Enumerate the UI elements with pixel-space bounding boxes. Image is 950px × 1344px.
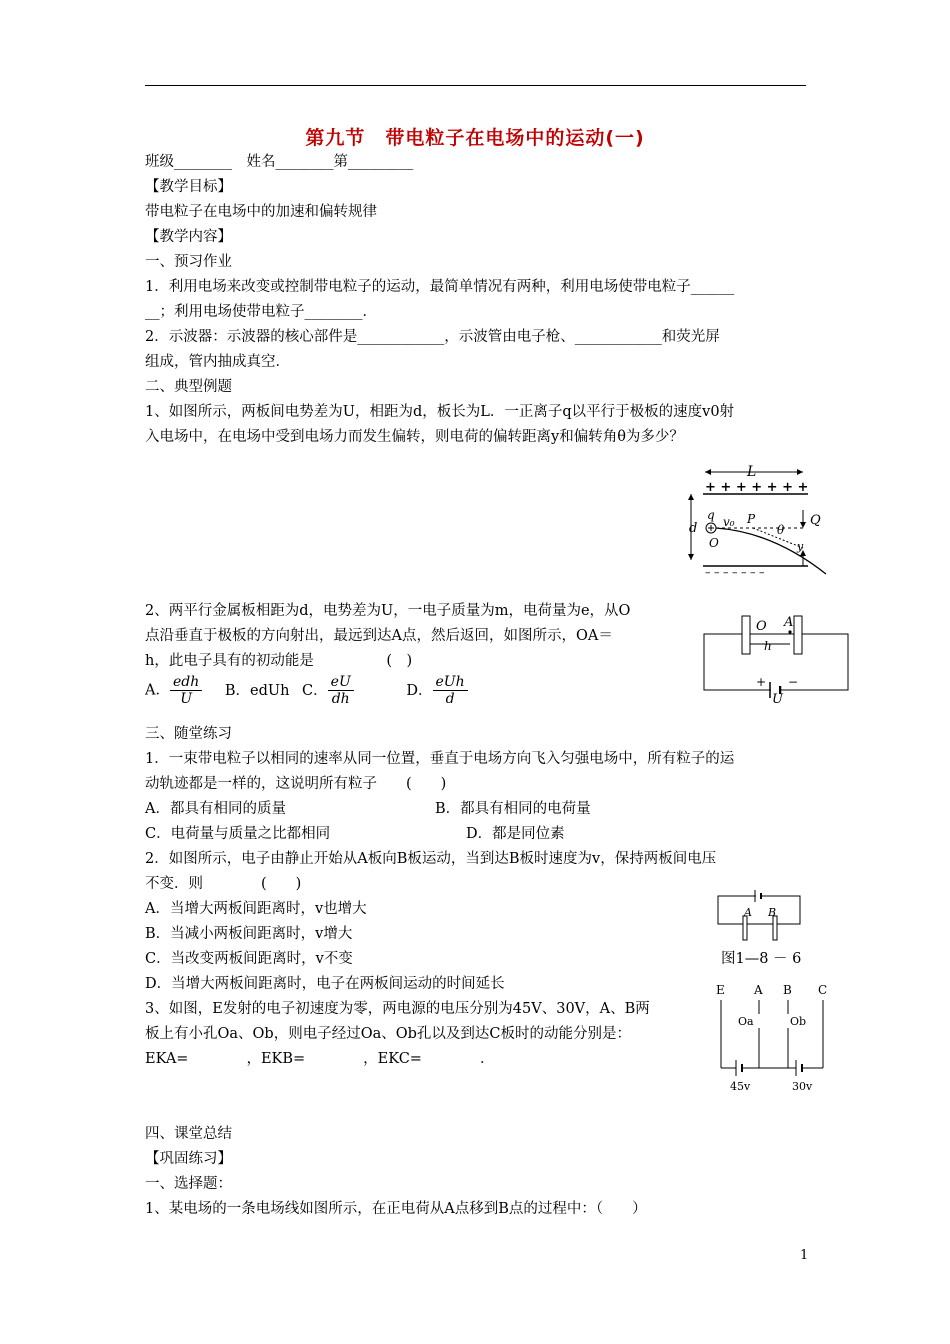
example2-options: [145, 674, 468, 707]
goal-text: 带电粒子在电场中的加速和偏转规律: [145, 204, 377, 220]
circuit-wire: [718, 896, 800, 924]
consolidate-heading: 【巩固练习】: [145, 1151, 232, 1167]
label-L: L: [747, 464, 757, 480]
practice3-line1: 3、如图，E发射的电子初速度为零，两电源的电压分别为45V、30V，A、B两: [145, 1001, 650, 1017]
preview-q1-line2: __；利用电场使带电粒子________．: [145, 304, 377, 320]
plate-A: [743, 916, 747, 940]
examples-heading: 二、典型例题: [145, 379, 232, 395]
practice1-line1: 1．一束带电粒子以相同的速率从同一位置，垂直于电场方向飞入匀强电场中，所有粒子的运: [145, 751, 735, 767]
content-heading: 【教学内容】: [145, 229, 232, 245]
label-E: E: [716, 983, 725, 997]
example2-line1: 2、两平行金属板相距为d，电势差为U，一电子质量为m，电荷量为e，从O: [145, 603, 631, 619]
option-c-label: C．: [302, 682, 328, 699]
label-A: A: [744, 906, 752, 919]
label-A: A: [784, 615, 794, 630]
example2-line2: 点沿垂直于极板的方向射出，最远到达A点，然后返回，如图所示，OA＝: [145, 628, 613, 644]
four-plates-figure: [712, 980, 837, 1095]
label-B: B: [768, 906, 777, 919]
label-v0: v₀: [723, 515, 735, 529]
label-h: h: [764, 639, 772, 653]
label-Ob: Ob: [790, 1015, 807, 1028]
circuit-wire: [704, 634, 848, 690]
practice2-line1: 2．如图所示，电子由静止开始从A板向B板运动，当到达B板时速度为v，保持两板间电压: [145, 851, 717, 867]
option-d-label: D．: [406, 682, 433, 699]
label-theta: θ: [777, 523, 785, 537]
battery-plus: +: [756, 675, 767, 689]
preview-q2-line1: 2．示波器：示波器的核心部件是____________，示波管由电子枪、____________和荧光屏: [145, 329, 720, 345]
option-b: B．edUh: [224, 682, 290, 699]
label-30v: 30v: [792, 1080, 813, 1093]
page-title: 第九节 带电粒子在电场中的运动(一): [305, 127, 645, 149]
label-A: A: [754, 983, 763, 997]
label-P: P: [747, 512, 756, 526]
class-name-line: 班级________ 姓名________第_________: [145, 154, 414, 170]
practice1-line2: 动轨迹都是一样的，这说明所有粒子 ( ): [145, 776, 447, 792]
practice3-line3: EKA= ，EKB= ，EKC= ．: [145, 1051, 495, 1067]
choice1-line: 1、某电场的一条电场线如图所示，在正电荷从A点移到B点的过程中：（ ）: [145, 1201, 647, 1217]
practice2-line2: 不变．则 ( ): [145, 876, 302, 892]
example1-line1: 1、如图所示，两板间电势差为U，相距为d，板长为L．一正离子q以平行于极板的速度v0射: [145, 404, 735, 420]
plate-B: [773, 916, 777, 940]
label-Oa: Oa: [738, 1015, 754, 1028]
option-a-label: A．: [145, 682, 170, 699]
label-B: B: [783, 983, 792, 997]
label-d: d: [689, 521, 698, 536]
option-d-fraction: $\frac{\text{eUh}}{d}$: [433, 674, 468, 707]
plates-circuit-figure: [700, 606, 860, 706]
ab-plates-figure: [715, 886, 805, 944]
practice2-option-c: C．当改变两板间距离时，v不变: [145, 951, 353, 967]
preview-q1-line1: 1．利用电场来改变或控制带电粒子的运动，最简单情况有两种，利用电场使带电粒子______: [145, 279, 735, 295]
option-a-fraction: $\frac{\text{edh}}{U}$: [170, 674, 202, 707]
deflection-figure: [683, 462, 833, 582]
label-45v: 45v: [730, 1080, 751, 1093]
label-Q: Q: [810, 513, 821, 528]
practice3-line2: 板上有小孔Oa、Ob，则电子经过Oa、Ob孔以及到达C板时的动能分别是：: [145, 1026, 631, 1042]
preview-heading: 一、预习作业: [145, 254, 232, 270]
header-rule: [145, 85, 806, 86]
plate-O: [742, 616, 750, 654]
example1-line2: 入电场中，在电场中受到电场力而发生偏转，则电荷的偏转距离y和偏转角θ为多少？: [145, 429, 684, 445]
example2-line3: h，此电子具有的初动能是 ( ): [145, 653, 413, 669]
label-O: O: [756, 619, 767, 634]
practice2-option-a: A．当增大两板间距离时，v也增大: [145, 901, 367, 917]
label-q: q: [707, 508, 715, 522]
practice2-option-d: D．当增大两板间距离时，电子在两板间运动的时间延长: [145, 976, 505, 992]
page-number: 1: [800, 1248, 809, 1263]
practice1-option-b: B．都具有相同的电荷量: [435, 801, 591, 817]
practice1-option-d: D．都是同位素: [466, 826, 565, 842]
label-U: U: [772, 692, 783, 706]
goal-heading: 【教学目标】: [145, 179, 232, 195]
summary-heading: 四、课堂总结: [145, 1126, 232, 1142]
figure-caption: 图1—8 － 6: [721, 951, 802, 967]
practice1-option-c: C．电荷量与质量之比都相同: [145, 826, 331, 842]
option-c-fraction: $\frac{eU}{dh}$: [328, 674, 354, 707]
label-y: y: [797, 540, 804, 553]
practice-heading: 三、随堂练习: [145, 726, 232, 742]
minus-charges: – – – – – – –: [705, 566, 765, 579]
preview-q2-line2: 组成，管内抽成真空．: [145, 354, 290, 370]
choice-heading: 一、选择题：: [145, 1176, 232, 1192]
practice2-option-b: B．当减小两板间距离时，v增大: [145, 926, 353, 942]
plus-charges: + + + + + + +: [705, 480, 809, 495]
plate-A: [794, 616, 802, 654]
practice1-option-a: A．都具有相同的质量: [145, 801, 286, 817]
label-C: C: [818, 983, 828, 997]
battery-minus: −: [788, 675, 799, 689]
label-O: O: [709, 536, 719, 550]
